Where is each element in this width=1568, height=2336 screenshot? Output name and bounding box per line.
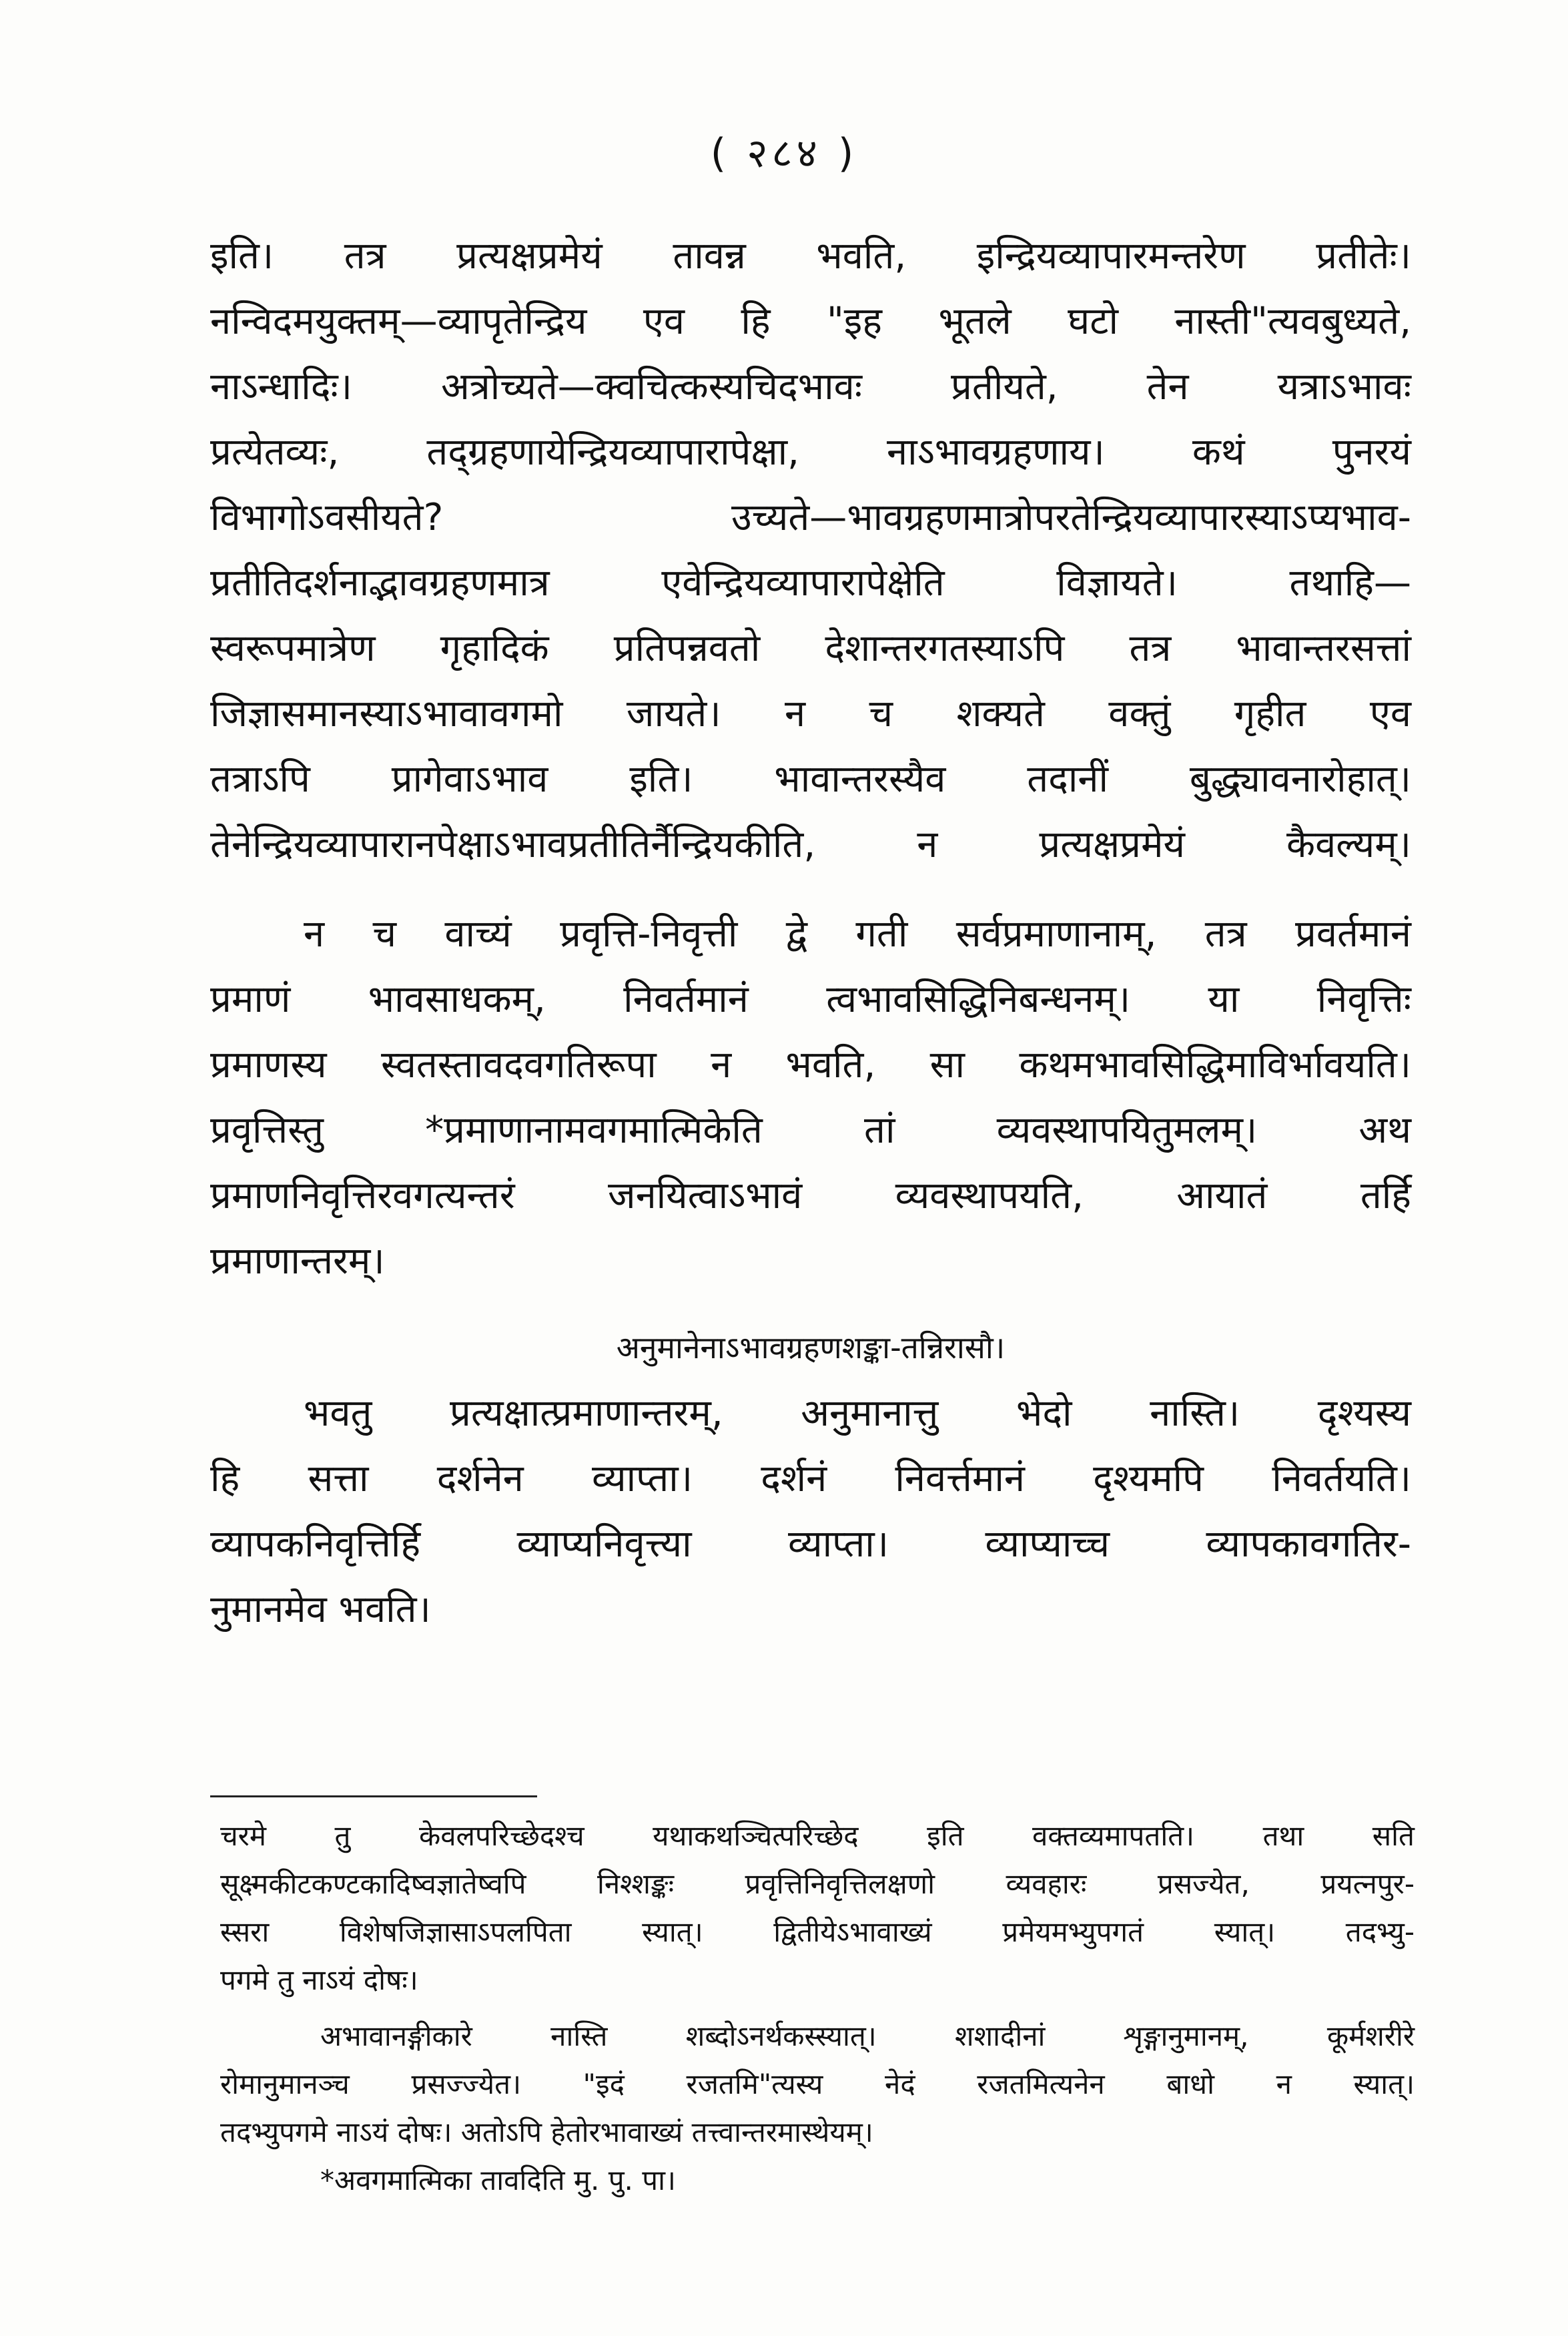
main-text <box>210 224 1411 1643</box>
paragraph-1 <box>210 224 1411 878</box>
text-line: भवतु प्रत्यक्षात्प्रमाणान्तरम्, अनुमानात्तु भेदो नास्ति। दृश्यस्य <box>304 1392 1411 1435</box>
footnote-line: रोमानुमानञ्च प्रसज्ज्येत। "इदं रजतमि"त्यस्य नेदं रजतमित्यनेन बाधो न स्यात्। <box>220 2068 1415 2100</box>
footnote-line: चरमे तु केवलपरिच्छेदश्च यथाकथञ्चित्परिच्छेद इति वक्तव्यमापतति। तथा सति <box>220 1819 1415 1852</box>
paragraph-3 <box>210 1381 1411 1643</box>
footnote-divider <box>210 1795 537 1797</box>
footnote-paragraph-1 <box>220 1812 1415 2004</box>
text-line: स्वरूपमात्रेण गृहादिकं प्रतिपन्नवतो देशान्तरगतस्याऽपि तत्र भावान्तरसत्तां <box>210 627 1411 670</box>
text-line: इति। तत्र प्रत्यक्षप्रमेयं तावन्न भवति, इन्द्रियव्यापारमन्तरेण प्रतीतेः। <box>210 234 1411 278</box>
text-line: नाऽन्धादिः। अत्रोच्यते—क्वचित्कस्यचिदभावः प्रतीयते, तेन यत्राऽभावः <box>210 365 1411 408</box>
footnote-line: अभावानङ्गीकारे नास्ति शब्दोऽनर्थकस्स्यात्। शशादीनां शृङ्गानुमानम्, कूर्मशरीरे <box>320 2020 1415 2052</box>
footnote-line: स्सरा विशेषजिज्ञासाऽपलपिता स्यात्। द्वितीयेऽभावाख्यं प्रमेयमभ्युपगतं स्यात्। तदभ्यु- <box>220 1916 1415 1948</box>
text-line: प्रवृत्तिस्तु *प्रमाणानामवगमात्मिकेति तां व्यवस्थापयितुमलम्। अथ <box>210 1109 1411 1152</box>
section-heading: अनुमानेनाऽभावग्रहणशङ्का-तन्निरासौ। <box>616 1330 1006 1366</box>
text-line: नन्विदमयुक्तम्—व्यापृतेन्द्रिय एव हि "इह भूतले घटो नास्ती"त्यवबुध्यते, <box>210 300 1411 343</box>
text-line: हि सत्ता दर्शनेन व्याप्ता। दर्शनं निवर्त्तमानं दृश्यमपि निवर्तयति। <box>210 1457 1411 1500</box>
footnotes <box>220 1812 1415 2205</box>
text-line: प्रत्येतव्यः, तद्ग्रहणायेन्द्रियव्यापारापेक्षा, नाऽभावग्रहणाय। कथं पुनरयं <box>210 430 1411 474</box>
text-line: व्यापकनिवृत्तिर्हि व्याप्यनिवृत्त्या व्याप्ता। व्याप्याच्च व्यापकावगतिर- <box>210 1522 1411 1566</box>
footnote-line: सूक्ष्मकीटकण्टकादिष्वज्ञातेष्वपि निश्शङ्कः प्रवृत्तिनिवृत्तिलक्षणो व्यवहारः प्रसज्येत, प्रयत्नपुर- <box>220 1867 1415 1900</box>
text-line: न च वाच्यं प्रवृत्ति-निवृत्ती द्वे गती सर्वप्रमाणानाम्, तत्र प्रवर्तमानं <box>304 912 1411 956</box>
footnote-line: तदभ्युपगमे नाऽयं दोषः। अतोऽपि हेतोरभावाख्यं तत्त्वान्तरमास्थेयम्। <box>220 2116 873 2148</box>
text-line: विभागोऽवसीयते? उच्यते—भावग्रहणमात्रोपरतेन्द्रियव्यापारस्याऽप्यभाव- <box>210 496 1411 539</box>
footnote-star-note: *अवगमात्मिका तावदिति मु. पु. पा। <box>320 2164 676 2197</box>
text-line: नुमानमेव भवति। <box>210 1588 431 1631</box>
text-line: प्रमाणस्य स्वतस्तावदवगतिरूपा न भवति, सा कथमभावसिद्धिमाविर्भावयति। <box>210 1043 1411 1087</box>
text-line: प्रतीतिदर्शनाद्भावग्रहणमात्र एवेन्द्रियव्यापारापेक्षेति विज्ञायते। तथाहि— <box>210 561 1411 605</box>
page-number: ( २८४ ) <box>710 130 858 177</box>
text-line: तत्राऽपि प्रागेवाऽभाव इति। भावान्तरस्यैव तदानीं बुद्ध्यावनारोहात्। <box>210 758 1411 801</box>
text-line: तेनेन्द्रियव्यापारानपेक्षाऽभावप्रतीतिर्नैन्द्रियकीति, न प्रत्यक्षप्रमेयं कैवल्यम्। <box>210 823 1411 866</box>
text-line: प्रमाणं भावसाधकम्, निवर्तमानं त्वभावसिद्धिनिबन्धनम्। या निवृत्तिः <box>210 978 1411 1021</box>
text-line: प्रमाणान्तरम्। <box>210 1239 385 1283</box>
text-line: प्रमाणनिवृत्तिरवगत्यन्तरं जनयित्वाऽभावं व्यवस्थापयति, आयातं तर्हि <box>210 1174 1411 1217</box>
footnote-line: पगमे तु नाऽयं दोषः। <box>220 1964 418 1996</box>
paragraph-2 <box>210 902 1411 1294</box>
footnote-paragraph-2 <box>220 2012 1415 2156</box>
text-line: जिज्ञासमानस्याऽभावावगमो जायते। न च शक्यते वक्तुं गृहीत एव <box>210 692 1411 736</box>
